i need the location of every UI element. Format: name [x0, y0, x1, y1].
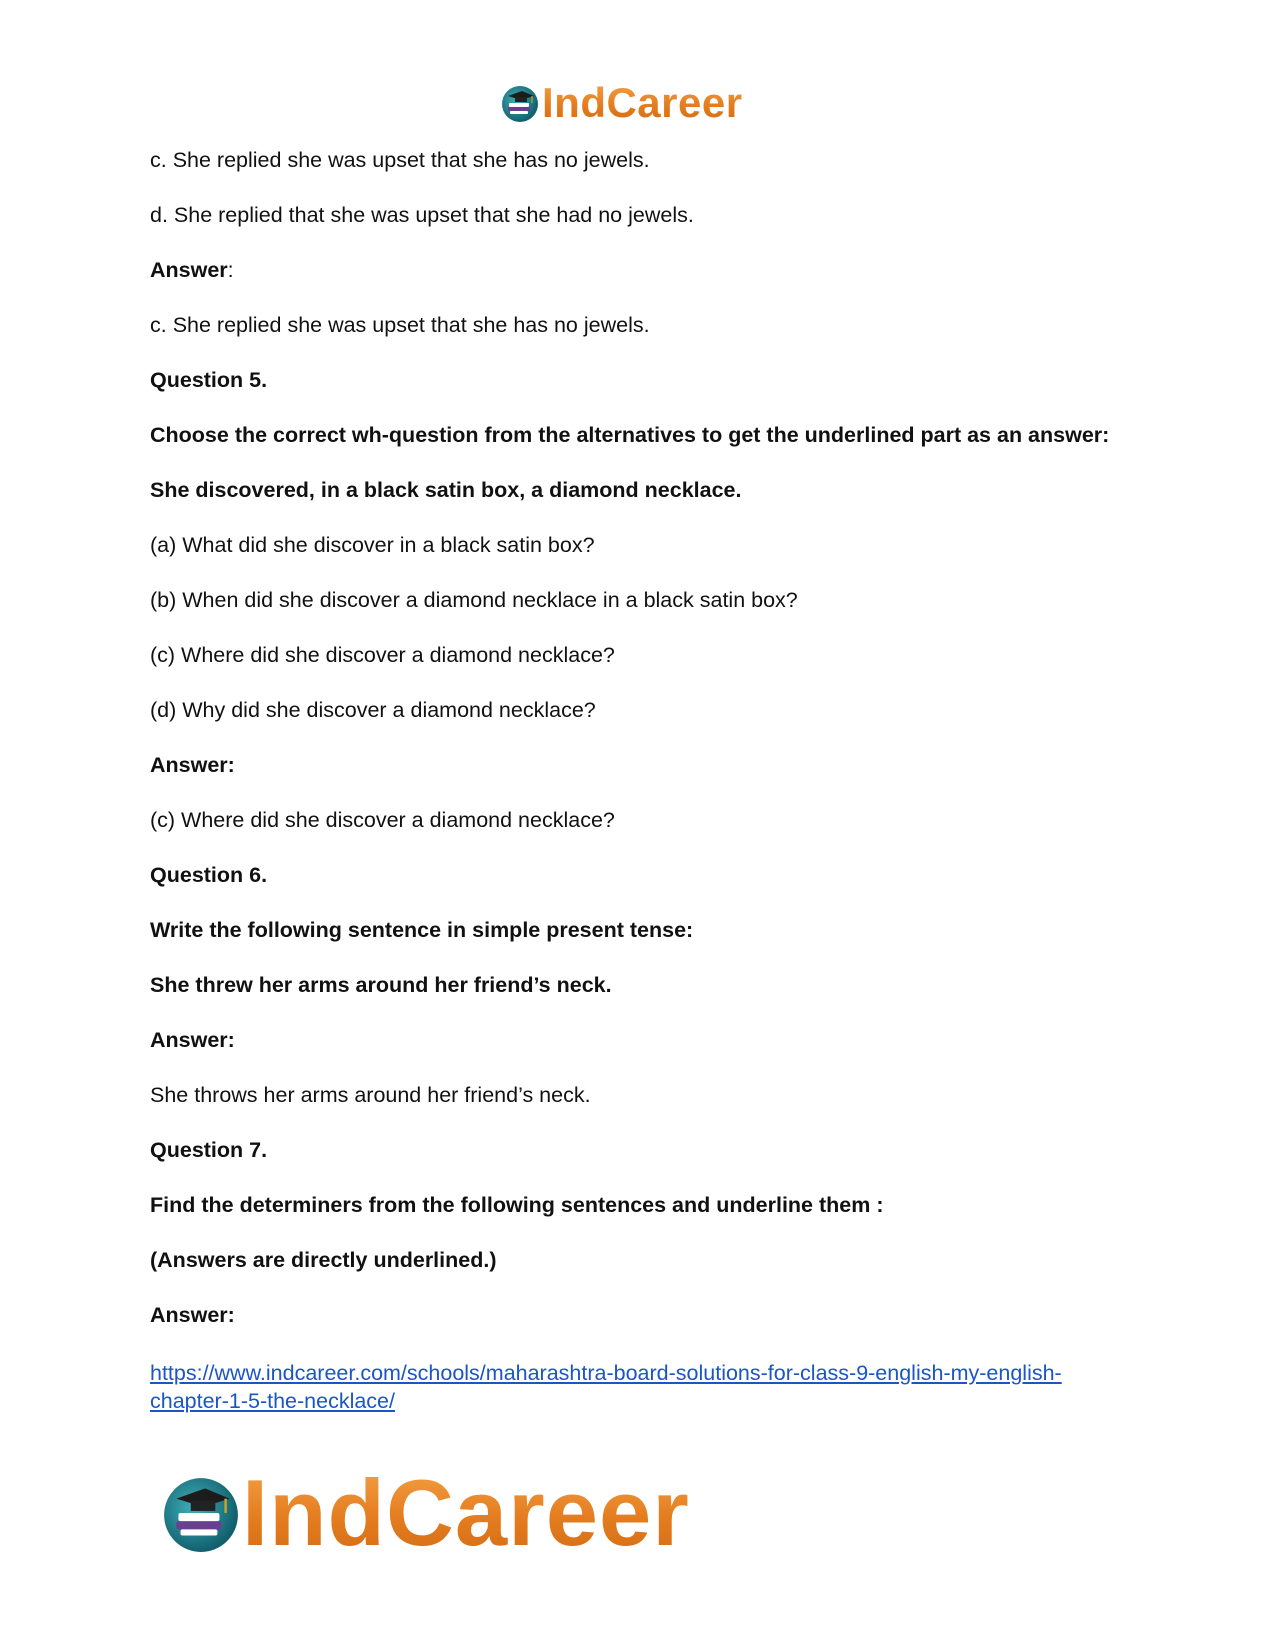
q5-option-c: (c) Where did she discover a diamond necklace? — [150, 643, 615, 667]
document-body — [150, 146, 1135, 1415]
q5-answer-label: Answer: — [150, 753, 235, 777]
q5-option-b: (b) When did she discover a diamond necklace in a black satin box? — [150, 588, 798, 612]
q6-answer: She throws her arms around her friend’s neck. — [150, 1083, 591, 1107]
q5-option-a: (a) What did she discover in a black satin box? — [150, 533, 595, 557]
header-logo — [500, 78, 743, 128]
logo-wordmark: IndCareer — [542, 79, 743, 126]
q6-instruction: Write the following sentence in simple present tense: — [150, 918, 694, 942]
q5-instruction: Choose the correct wh-question from the alternatives to get the underlined part as an answer: — [150, 423, 1110, 447]
q5-answer: (c) Where did she discover a diamond necklace? — [150, 808, 615, 832]
q4-option-d: d. She replied that she was upset that she had no jewels. — [150, 203, 694, 227]
q4-answer-label: Answer — [150, 258, 228, 282]
logo-emblem-icon — [500, 83, 540, 123]
q6-title: Question 6. — [150, 863, 268, 887]
solutions-link[interactable] — [150, 1359, 1135, 1415]
q6-answer-label: Answer: — [150, 1028, 235, 1052]
q6-sentence: She threw her arms around her friend’s neck. — [150, 973, 612, 997]
q5-sentence: She discovered, in a black satin box, a diamond necklace. — [150, 478, 742, 502]
q7-note: (Answers are directly underlined.) — [150, 1248, 497, 1272]
q4-option-c: c. She replied she was upset that she has no jewels. — [150, 148, 650, 172]
q5-title: Question 5. — [150, 368, 268, 392]
q5-option-d: (d) Why did she discover a diamond necklace? — [150, 698, 596, 722]
footer-logo — [160, 1460, 690, 1565]
footer-logo-emblem-icon — [160, 1472, 242, 1554]
q7-instruction: Find the determiners from the following sentences and underline them : — [150, 1193, 884, 1217]
q7-title: Question 7. — [150, 1138, 268, 1162]
q4-answer-colon: : — [227, 258, 234, 282]
q4-answer-heading — [150, 256, 1135, 284]
solutions-link-line-1: https://www.indcareer.com/schools/maharashtra-board-solutions-for-class-9-english-my-english- — [150, 1361, 1062, 1385]
solutions-link-line-2: chapter-1-5-the-necklace/ — [150, 1389, 395, 1413]
footer-logo-wordmark: IndCareer — [242, 1460, 690, 1565]
q4-answer: c. She replied she was upset that she has no jewels. — [150, 313, 650, 337]
q7-answer-label: Answer: — [150, 1303, 235, 1327]
